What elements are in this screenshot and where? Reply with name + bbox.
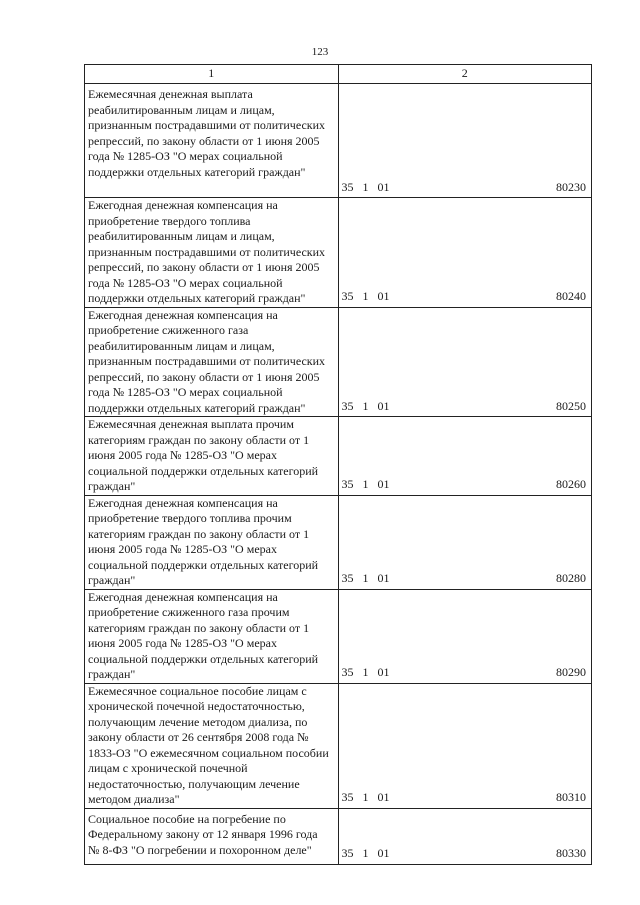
table-row <box>85 84 592 198</box>
code-segment-2: 1 <box>362 571 369 585</box>
code-segment-2: 1 <box>362 289 369 303</box>
row-code-cell <box>338 417 592 496</box>
row-code-cell <box>338 84 592 198</box>
code-segment-3: 01 <box>377 665 390 679</box>
code-segment-3: 01 <box>377 571 390 585</box>
row-description: Социальное пособие на погребение по Федеральному закону от 12 января 1996 года № 8-ФЗ "О погребении и похоронном деле" <box>85 808 339 864</box>
code-segment-3: 01 <box>377 477 390 491</box>
row-description: Ежемесячная денежная выплата прочим категориям граждан по закону области от 1 июня 2005 года № 1285-ОЗ "О мерах социальной поддержки отдельных категорий граждан" <box>85 417 339 496</box>
header-col-1: 1 <box>85 65 339 84</box>
row-description: Ежегодная денежная компенсация на приобретение твердого топлива прочим категориям граждан по закону области от 1 июня 2005 года № 1285-ОЗ "О мерах социальной поддержки отдельных категорий граждан" <box>85 495 339 589</box>
code-number: 80310 <box>556 790 586 804</box>
code-number: 80260 <box>556 477 586 491</box>
code-segment-3: 01 <box>377 398 390 413</box>
code-segment-1: 35 <box>341 398 354 413</box>
row-code-cell <box>338 589 592 683</box>
row-code-cell <box>338 683 592 808</box>
row-code-cell <box>338 495 592 589</box>
page-number: 123 <box>311 46 329 58</box>
code-number: 80290 <box>556 665 586 679</box>
code-segment-1: 35 <box>341 477 354 491</box>
code-segment-1: 35 <box>341 790 354 804</box>
row-description: Ежемесячное социальное пособие лицам с хронической почечной недостаточностью, получающим лечение методом диализа, по закону области от 26 сентября 2008 года № 1833-ОЗ "О ежемесячном социальном пособии лицам с хронической почечной недостаточностью, получающим лечение методом диализа" <box>85 683 339 808</box>
row-code-cell <box>338 198 592 308</box>
code-number: 80240 <box>556 289 586 303</box>
row-description: Ежемесячная денежная выплата реабилитированным лицам и лицам, признанным пострадавшими от политических репрессий, по закону области от 1 июня 2005 года № 1285-ОЗ "О мерах социальной поддержки отдельных категорий граждан" <box>85 84 339 198</box>
row-code-cell <box>338 808 592 864</box>
code-segment-3: 01 <box>377 790 390 804</box>
code-segment-1: 35 <box>341 289 354 303</box>
table-row <box>85 589 592 683</box>
code-segment-1: 35 <box>341 665 354 679</box>
table-row <box>85 495 592 589</box>
table-row <box>85 307 592 417</box>
budget-classification-table <box>84 64 592 865</box>
table-row <box>85 683 592 808</box>
code-number: 80330 <box>556 846 586 860</box>
table-row <box>85 198 592 308</box>
code-number: 80250 <box>556 398 586 413</box>
code-number: 80230 <box>556 179 586 194</box>
code-segment-2: 1 <box>362 846 369 860</box>
row-code-cell <box>338 307 592 417</box>
code-segment-1: 35 <box>341 571 354 585</box>
table-row <box>85 417 592 496</box>
code-segment-1: 35 <box>341 846 354 860</box>
code-segment-3: 01 <box>377 179 390 194</box>
code-segment-1: 35 <box>341 179 354 194</box>
code-segment-3: 01 <box>377 289 390 303</box>
code-segment-3: 01 <box>377 846 390 860</box>
code-segment-2: 1 <box>362 477 369 491</box>
table-row <box>85 808 592 864</box>
code-segment-2: 1 <box>362 398 369 413</box>
code-number: 80280 <box>556 571 586 585</box>
code-segment-2: 1 <box>362 179 369 194</box>
row-description: Ежегодная денежная компенсация на приобретение твердого топлива реабилитированным лицам и лицам, признанным пострадавшими от политических репрессий, по закону области от 1 июня 2005 года № 1285-ОЗ "О мерах социальной поддержки отдельных категорий граждан" <box>85 198 339 308</box>
row-description: Ежегодная денежная компенсация на приобретение сжиженного газа реабилитированным лицам и лицам, признанным пострадавшими от политических репрессий, по закону области от 1 июня 2005 года № 1285-ОЗ "О мерах социальной поддержки отдельных категорий граждан" <box>85 307 339 417</box>
row-description: Ежегодная денежная компенсация на приобретение сжиженного газа прочим категориям граждан по закону области от 1 июня 2005 года № 1285-ОЗ "О мерах социальной поддержки отдельных категорий граждан" <box>85 589 339 683</box>
header-col-2: 2 <box>338 65 592 84</box>
code-segment-2: 1 <box>362 790 369 804</box>
table-header-row <box>85 65 592 84</box>
code-segment-2: 1 <box>362 665 369 679</box>
